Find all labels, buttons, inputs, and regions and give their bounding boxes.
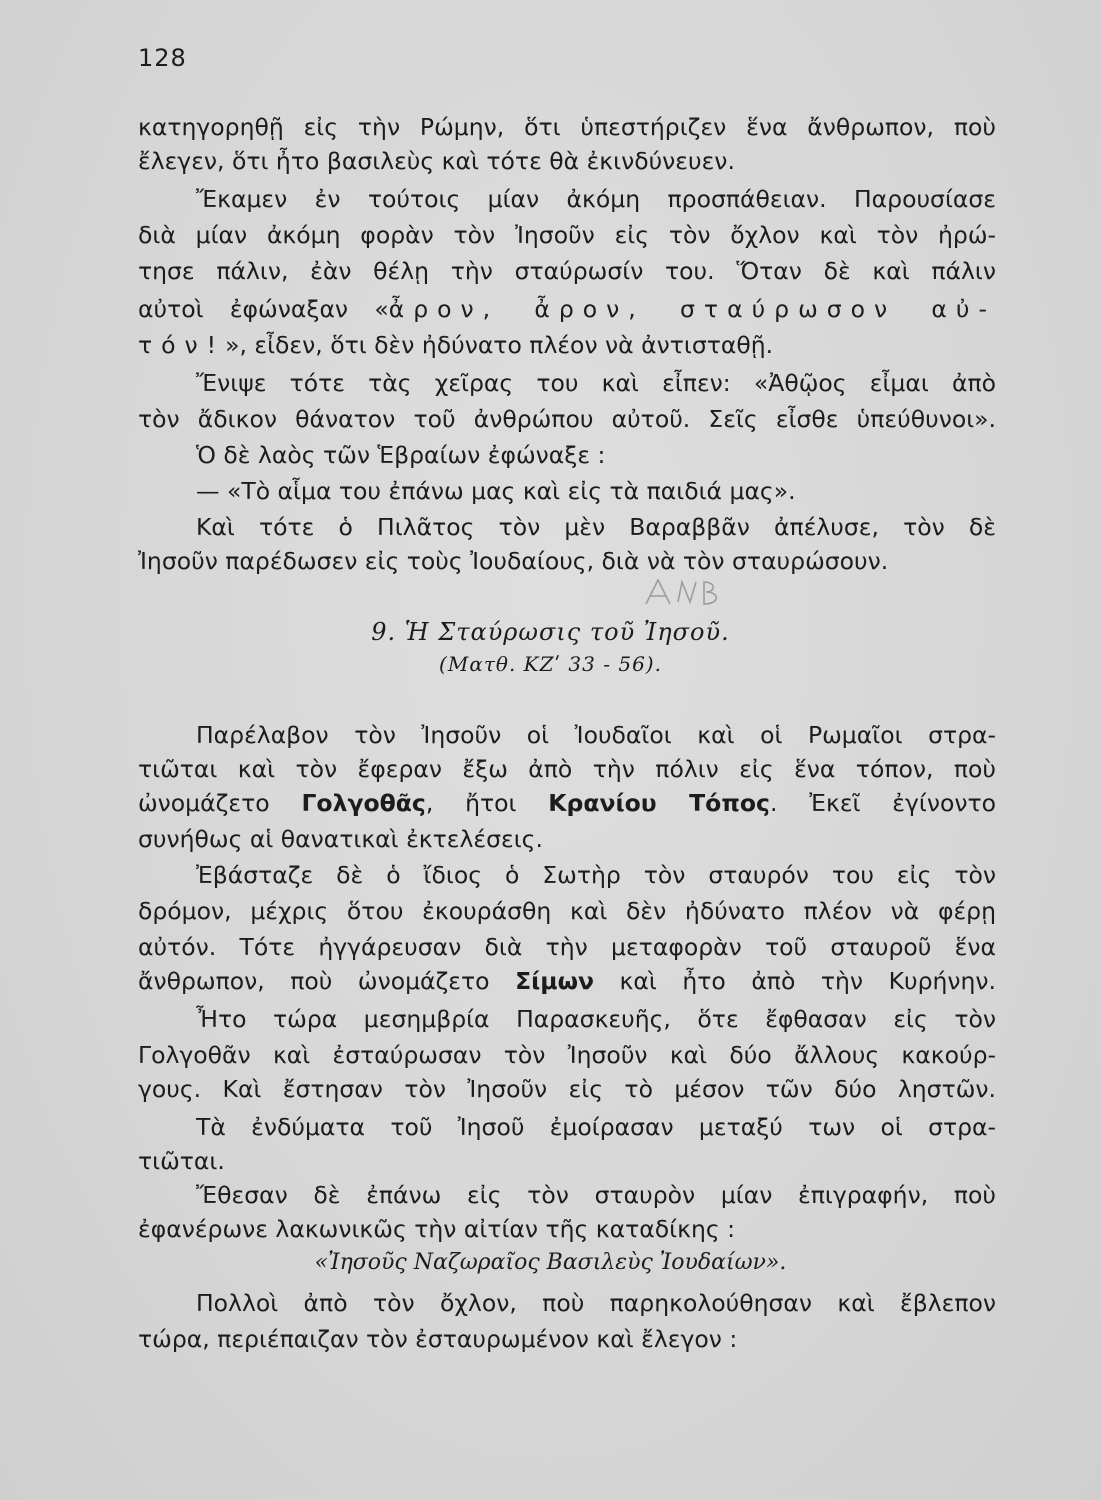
text-line: κατηγορηθῇ εἰς τὴν Ρώμην, ὅτι ὑπεστήριζεν ἕνα ἄνθρωπον, ποὺ [138, 113, 996, 141]
text-line [138, 966, 996, 996]
text-line: Ἔνιψε τότε τὰς χεῖρας του καὶ εἶπεν: «Ἀθῷος εἶμαι ἀπὸ [196, 369, 996, 397]
spaced-quote: τόν! [138, 331, 226, 359]
text-line: αὐτόν. Τότε ἠγγάρευσαν διὰ τὴν μεταφορὰν τοῦ σταυροῦ ἕνα [138, 933, 996, 961]
page-number: 128 [138, 44, 187, 72]
text-line: τιῶται. [138, 1147, 225, 1175]
text-line: Παρέλαβον τὸν Ἰησοῦν οἱ Ἰουδαῖοι καὶ οἱ Ρωμαῖοι στρα- [196, 721, 996, 749]
text-line: Ἰησοῦν παρέδωσεν εἰς τοὺς Ἰουδαίους, διὰ νὰ τὸν σταυρώσουν. [138, 547, 889, 575]
text-line: δρόμον, μέχρις ὅτου ἐκουράσθη καὶ δὲν ἠδύνατο πλέον νὰ φέρῃ [138, 897, 996, 925]
text-line: τιῶται καὶ τὸν ἔφεραν ἔξω ἀπὸ τὴν πόλιν εἰς ἕνα τόπον, ποὺ [138, 755, 996, 783]
text-line: γους. Καὶ ἔστησαν τὸν Ἰησοῦν εἰς τὸ μέσον τῶν δύο ληστῶν. [138, 1075, 996, 1103]
text-line [138, 294, 996, 324]
text-line: ἐφανέρωνε λακωνικῶς τὴν αἰτίαν τῆς καταδίκης : [138, 1215, 736, 1243]
text-line [138, 330, 996, 360]
text-line: Ἔκαμεν ἐν τούτοις μίαν ἀκόμη προσπάθειαν. Παρουσίασε [196, 185, 996, 213]
text-line [138, 788, 996, 818]
text-segment: καὶ ἦτο ἀπὸ τὴν Κυρήνην. [594, 967, 997, 995]
text-line: Ἔθεσαν δὲ ἐπάνω εἰς τὸν σταυρὸν μίαν ἐπιγραφήν, ποὺ [196, 1181, 996, 1209]
text-segment: αὐτοὶ ἐφώναξαν « [138, 295, 389, 323]
place-name-golgotha: Γολγοθᾶς [301, 789, 426, 817]
text-segment: , ἤτοι [425, 789, 549, 817]
text-line: τώρα, περιέπαιζαν τὸν ἐσταυρωμένον καὶ ἔλεγον : [138, 1325, 738, 1353]
text-line: Ἐβάσταζε δὲ ὁ ἴδιος ὁ Σωτὴρ τὸν σταυρόν του εἰς τὸν [196, 861, 996, 889]
section-reference: (Ματθ. ΚΖʹ 33 - 56). [439, 652, 662, 676]
section-heading: 9. Ἡ Σταύρωσις τοῦ Ἰησοῦ. [371, 618, 730, 646]
text-line: τησε πάλιν, ἐὰν θέλῃ τὴν σταύρωσίν του. Ὅταν δὲ καὶ πάλιν [138, 257, 996, 285]
text-line: Καὶ τότε ὁ Πιλᾶτος τὸν μὲν Βαραββᾶν ἀπέλυσε, τὸν δὲ [196, 513, 996, 541]
text-segment: . Ἐκεῖ ἐγίνοντο [770, 789, 997, 817]
handwritten-signature [640, 572, 730, 612]
text-segment: ἄνθρωπον, ποὺ ὠνομάζετο [138, 967, 516, 995]
text-line: — «Τὸ αἷμα του ἐπάνω μας καὶ εἰς τὰ παιδιά μας». [196, 477, 796, 505]
text-segment: ὠνομάζετο [138, 789, 302, 817]
text-line: ἔλεγεν, ὅτι ἦτο βασιλεὺς καὶ τότε θὰ ἐκινδύνευεν. [138, 147, 735, 175]
text-line: Ὁ δὲ λαὸς τῶν Ἑβραίων ἐφώναξε : [196, 441, 606, 469]
place-name-kraniou: Κρανίου Τόπος [548, 789, 770, 817]
text-line: τὸν ἄδικον θάνατον τοῦ ἀνθρώπου αὐτοῦ. Σεῖς εἶσθε ὑπεύθυνοι». [138, 405, 996, 433]
person-name-simon: Σίμων [515, 967, 595, 995]
cross-inscription: «Ἰησοῦς Ναζωραῖος Βασιλεὺς Ἰουδαίων». [314, 1250, 787, 1275]
text-line: Τὰ ἐνδύματα τοῦ Ἰησοῦ ἐμοίρασαν μεταξύ των οἱ στρα- [196, 1113, 996, 1141]
text-line: Πολλοὶ ἀπὸ τὸν ὄχλον, ποὺ παρηκολούθησαν καὶ ἔβλεπον [196, 1289, 996, 1317]
text-line: Γολγοθᾶν καὶ ἐσταύρωσαν τὸν Ἰησοῦν καὶ δύο ἄλλους κακούρ- [138, 1041, 996, 1069]
text-line: συνήθως αἱ θανατικαὶ ἐκτελέσεις. [138, 825, 543, 853]
spaced-quote: ἆρον, ἆρον, σταύρωσον αὐ- [388, 295, 996, 323]
text-line: Ἦτο τώρα μεσημβρία Παρασκευῆς, ὅτε ἔφθασαν εἰς τὸν [196, 1005, 996, 1033]
text-segment: », εἶδεν, ὅτι δὲν ἠδύνατο πλέον νὰ ἀντισταθῇ. [225, 331, 774, 359]
text-line: διὰ μίαν ἀκόμη φορὰν τὸν Ἰησοῦν εἰς τὸν ὄχλον καὶ τὸν ἠρώ- [138, 221, 996, 249]
